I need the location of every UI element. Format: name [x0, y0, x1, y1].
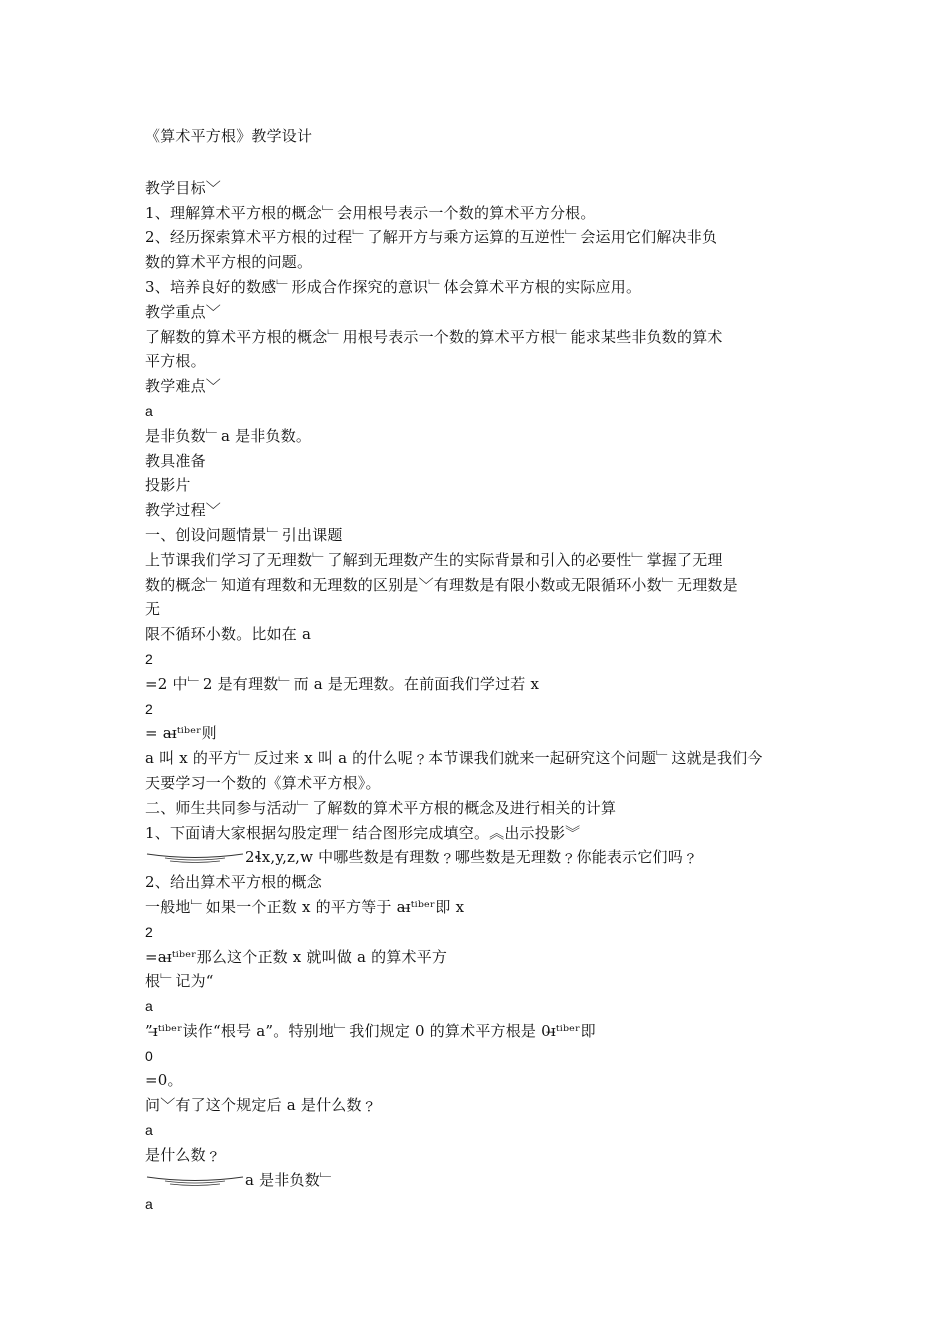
figure-placeholder-icon	[145, 851, 245, 865]
paragraph-line: 上节课我们学习了无理数﹂了解到无理数产生的实际背景和引入的必要性﹂掌握了无理	[145, 550, 723, 569]
paragraph-line: =aɪ̶ᵗⁱᵇᵉʳ那么这个正数 x 就叫做 a 的算术平方	[145, 947, 448, 966]
section-2-heading: 二、师生共同参与活动﹂了解数的算术平方根的概念及进行相关的计算	[145, 798, 617, 817]
objective-1: 1、理解算术平方根的概念﹂会用根号表示一个数的算术平方分根。	[145, 203, 596, 222]
paragraph-line: 一般地﹂如果一个正数 x 的平方等于 aɪ̶ᵗⁱᵇᵉʳ即 x	[145, 897, 465, 916]
document-title: 《算术平方根》教学设计	[145, 127, 313, 145]
formula-fragment: 0	[145, 1047, 153, 1064]
formula-fragment: a	[145, 998, 153, 1015]
objective-2: 2、经历探索算术平方根的过程﹂了解开方与乘方运算的互逆性﹂会运用它们解决非负	[145, 228, 718, 247]
heading-objectives: 教学目标﹀	[145, 178, 222, 197]
paragraph-line: 天要学习一个数的《算术平方根》。	[145, 773, 381, 792]
paragraph-line: 1、下面请大家根据勾股定理﹂结合图形完成填空。︽出示投影︾	[145, 823, 581, 842]
formula-fragment: a	[145, 1122, 153, 1139]
document-page	[145, 124, 825, 1217]
paragraph-line: =0。	[145, 1071, 183, 1090]
paragraph-line: =2 中﹂2 是有理数﹂而 a 是无理数。在前面我们学过若 x	[145, 674, 540, 693]
formula-fragment: 2	[145, 700, 153, 717]
objective-3: 3、培养良好的数感﹂形成合作探究的意识﹂体会算术平方根的实际应用。	[145, 277, 642, 296]
key-points-cont: 平方根。	[145, 352, 206, 371]
difficulties-text: 是非负数﹂a 是非负数。	[145, 426, 312, 445]
paragraph-line: 限不循环小数。比如在 a	[145, 625, 312, 644]
formula-fragment: a	[145, 1196, 153, 1213]
heading-process: 教学过程﹀	[145, 501, 222, 520]
paragraph-line	[145, 1168, 825, 1193]
formula-fragment: a	[145, 402, 153, 419]
paragraph-line: a 叫 x 的平方﹂反过来 x 叫 a 的什么呢﹖本节课我们就来一起研究这个问题﹂这就是我们今	[145, 749, 763, 768]
paragraph-line	[145, 845, 825, 870]
formula-fragment: 2	[145, 650, 153, 667]
objective-2-cont: 数的算术平方根的问题。	[145, 253, 313, 272]
paragraph-line: 无	[145, 600, 161, 619]
spacer	[145, 149, 825, 176]
paragraph-line: ”ɪ̶ᵗⁱᵇᵉʳ读作“根号 a”。特别地﹂我们规定 0 的算术平方根是 0ɪ̶ᵗⁱᵇᵉʳ即	[145, 1021, 596, 1040]
heading-key-points: 教学重点﹀	[145, 302, 222, 321]
inline-text: 2ɬx,y,z,w 中哪些数是有理数﹖哪些数是无理数﹖你能表示它们吗﹖	[245, 848, 699, 867]
materials-text: 投影片	[145, 476, 191, 495]
formula-fragment: 2	[145, 923, 153, 940]
paragraph-line: 2、给出算术平方根的概念	[145, 873, 322, 892]
inline-text: a 是非负数﹂	[245, 1170, 336, 1189]
paragraph-line: 问﹀有了这个规定后 a 是什么数﹖	[145, 1096, 377, 1115]
section-1-heading: 一、创设问题情景﹂引出课题	[145, 525, 343, 544]
heading-materials: 教具准备	[145, 451, 206, 470]
key-points-text: 了解数的算术平方根的概念﹂用根号表示一个数的算术平方根﹂能求某些非负数的算术	[145, 327, 723, 346]
paragraph-line: 数的概念﹂知道有理数和无理数的区别是﹀有理数是有限小数或无限循环小数﹂无理数是	[145, 575, 738, 594]
paragraph-line: 是什么数﹖	[145, 1145, 222, 1164]
paragraph-line: = aɪ̶ᵗⁱᵇᵉʳ则	[145, 724, 217, 743]
figure-placeholder-icon	[145, 1174, 245, 1188]
heading-difficulties: 教学难点﹀	[145, 377, 222, 396]
paragraph-line: 根﹂记为“	[145, 972, 214, 991]
